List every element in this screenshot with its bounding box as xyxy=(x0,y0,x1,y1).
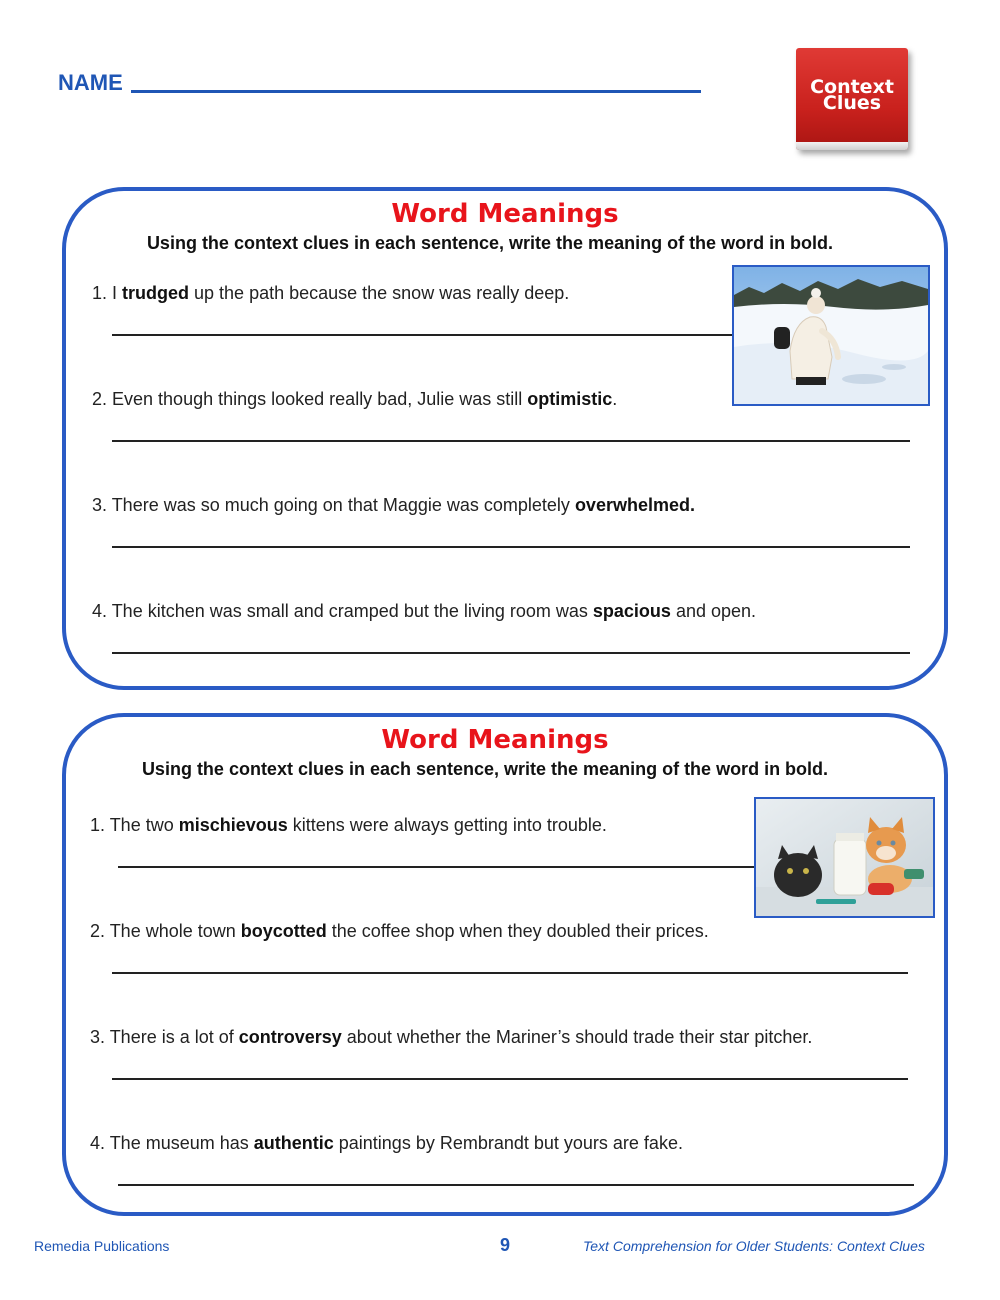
section-instructions: Using the context clues in each sentence, write the meaning of the word in bold. xyxy=(141,759,829,779)
bold-word: authentic xyxy=(253,1133,334,1153)
section-title: Word Meanings xyxy=(381,725,609,755)
question-3: 3. There is a lot of controversy about whether the Mariner’s should trade their star pitcher. xyxy=(90,1027,813,1047)
name-label: NAME xyxy=(58,70,123,95)
question-2: 2. The whole town boycotted the coffee shop when they doubled their prices. xyxy=(90,921,709,941)
snow-walker-photo xyxy=(732,265,930,406)
badge-line-2: Clues xyxy=(822,92,882,114)
bold-word: mischievous xyxy=(178,815,288,835)
page-number: 9 xyxy=(500,1235,511,1255)
word-meanings-panel-2 xyxy=(62,713,948,1216)
bold-word: boycotted xyxy=(240,921,327,941)
badge-line-1: Context xyxy=(810,76,894,98)
book-title: Text Comprehension for Older Students: Context Clues xyxy=(583,1238,925,1254)
bold-word: controversy xyxy=(238,1027,342,1047)
bold-word: overwhelmed. xyxy=(574,495,695,515)
answer-line-4[interactable] xyxy=(118,1184,914,1186)
answer-line-1[interactable] xyxy=(112,334,732,336)
answer-line-3[interactable] xyxy=(112,546,910,548)
section-title: Word Meanings xyxy=(391,199,619,229)
word-meanings-panel-1 xyxy=(62,187,948,690)
question-4: 4. The kitchen was small and cramped but the living room was spacious and open. xyxy=(92,601,757,621)
kittens-photo xyxy=(754,797,935,918)
question-1: 1. I trudged up the path because the snow was really deep. xyxy=(92,283,570,303)
answer-line-2[interactable] xyxy=(112,972,908,974)
bold-word: optimistic xyxy=(527,389,613,409)
question-1: 1. The two mischievous kittens were always getting into trouble. xyxy=(90,815,607,835)
name-write-line[interactable] xyxy=(131,90,701,93)
context-clues-badge xyxy=(796,48,908,150)
question-4: 4. The museum has authentic paintings by Rembrandt but yours are fake. xyxy=(90,1133,683,1153)
answer-line-3[interactable] xyxy=(112,1078,908,1080)
publisher-name: Remedia Publications xyxy=(34,1238,170,1254)
answer-line-1[interactable] xyxy=(118,866,754,868)
section-instructions: Using the context clues in each sentence, write the meaning of the word in bold. xyxy=(146,233,834,253)
snow-scene-image xyxy=(734,267,928,404)
bold-word: spacious xyxy=(592,601,671,621)
question-2: 2. Even though things looked really bad, Julie was still optimistic. xyxy=(92,389,618,409)
question-3: 3. There was so much going on that Maggie was completely overwhelmed. xyxy=(92,495,695,515)
bold-word: trudged xyxy=(122,283,190,303)
answer-line-4[interactable] xyxy=(112,652,910,654)
name-row xyxy=(58,70,701,96)
answer-line-2[interactable] xyxy=(112,440,910,442)
kittens-image xyxy=(756,799,933,916)
